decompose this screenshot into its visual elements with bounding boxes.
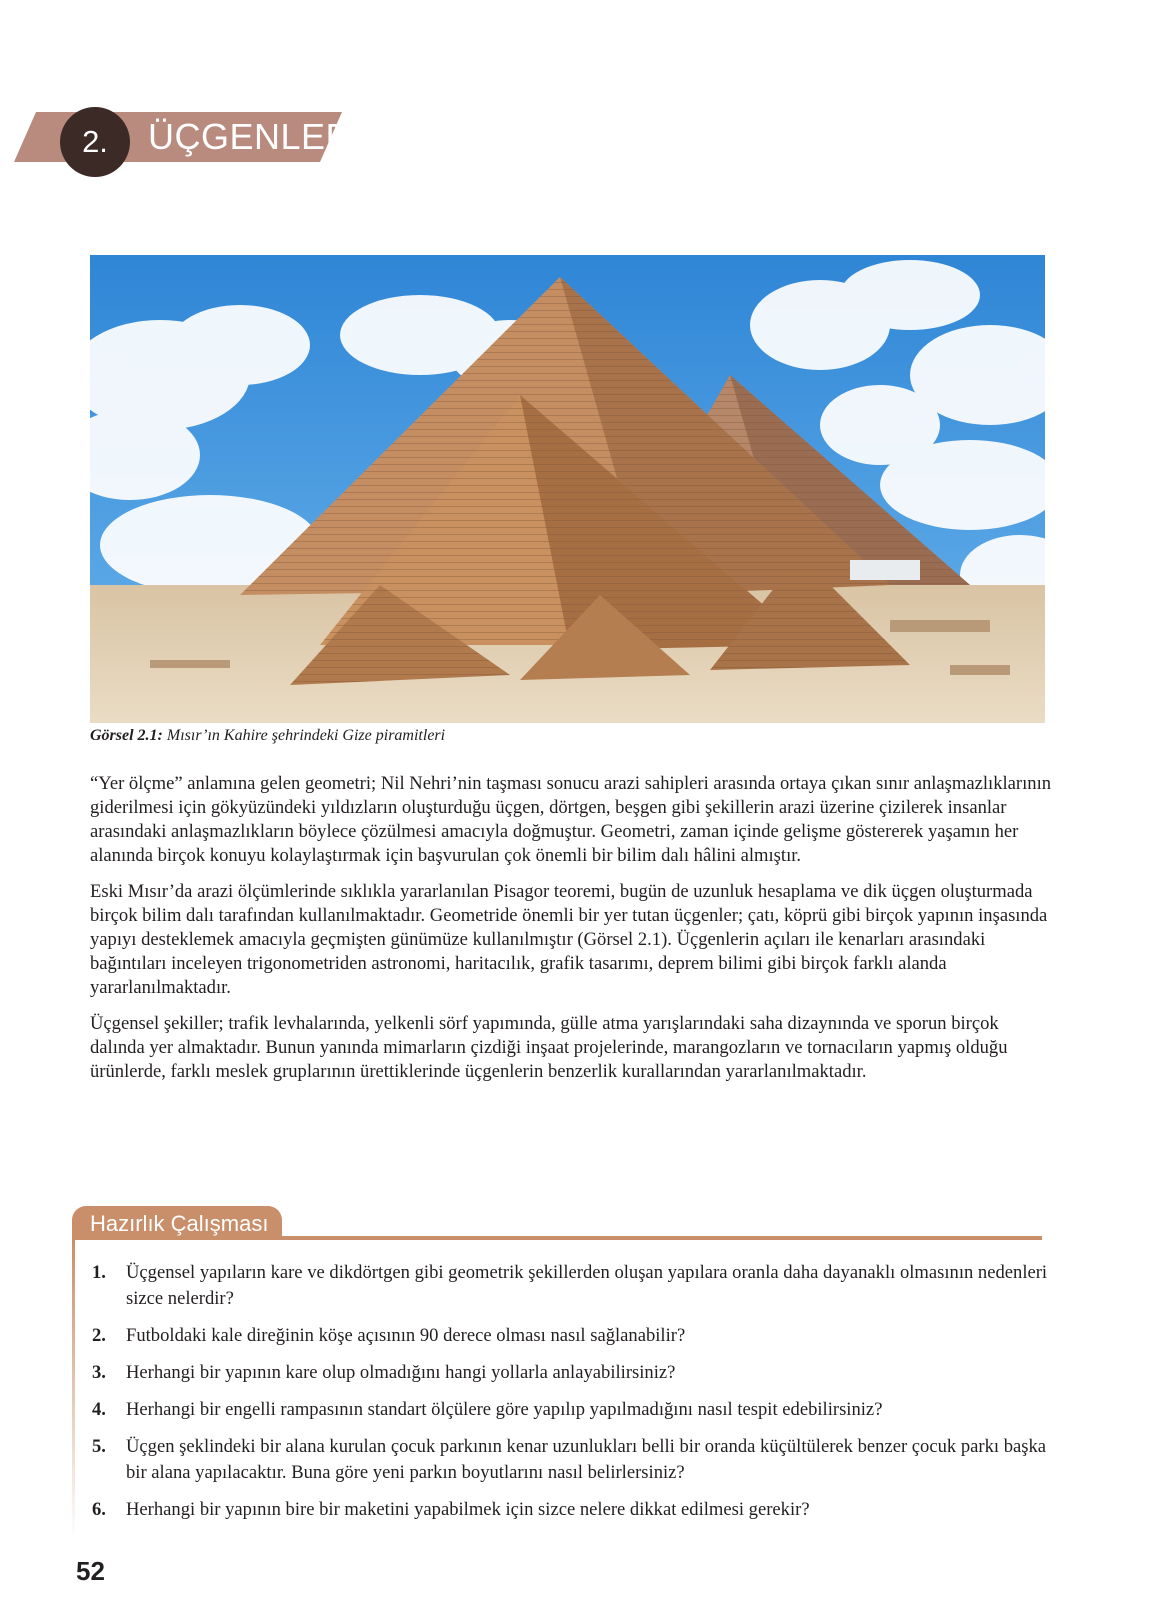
pyramids-photo	[90, 255, 1045, 723]
body-text	[90, 772, 1052, 1096]
question-text: Herhangi bir yapının bire bir maketini yapabilmek için sizce nelere dikkat edilmesi gerekir?	[126, 1499, 810, 1520]
question-text: Futboldaki kale direğinin köşe açısının 90 derece olması nasıl sağlanabilir?	[126, 1325, 686, 1346]
question-text: Üçgen şeklindeki bir alana kurulan çocuk parkının kenar uzunlukları belli bir oranda küçültülerek benzer çocuk parkı başka bir alana yapılacaktır. Buna göre yeni parkın boyutlarını nasıl belirlersiniz?	[126, 1436, 1047, 1483]
figure-caption-text: Mısır’ın Kahire şehrindeki Gize piramitleri	[166, 727, 446, 744]
list-item	[92, 1497, 1052, 1523]
question-number: 1.	[92, 1262, 106, 1283]
paragraph: Üçgensel şekiller; trafik levhalarında, yelkenli sörf yapımında, gülle atma yarışlarındaki saha dizaynında ve sporun birçok dalında yer almaktadır. Bunun yanında mimarların çizdiği inşaat projelerinde, marangozların ve tornacıların yapmış olduğu ürünlerde, farklı meslek gruplarının ürettiklerinde üçgenlerin benzerlik kurallarından yararlanılmaktadır.	[90, 1013, 1008, 1082]
list-item	[92, 1434, 1052, 1486]
chapter-number: 2.	[60, 107, 130, 177]
question-number: 6.	[92, 1499, 106, 1520]
page-number: 52	[76, 1556, 105, 1586]
question-list	[92, 1260, 1052, 1534]
question-number: 5.	[92, 1436, 106, 1457]
list-item	[92, 1260, 1052, 1312]
question-text: Üçgensel yapıların kare ve dikdörtgen gibi geometrik şekillerden oluşan yapılara oranla daha dayanaklı olmasının nedenleri sizce nelerdir?	[126, 1262, 1048, 1309]
paragraph: Eski Mısır’da arazi ölçümlerinde sıklıkla yararlanılan Pisagor teoremi, bugün de uzunluk hesaplama ve dik üçgen oluşturmada birçok bilim dalı tarafından kullanılmaktadır. Geometride önemli bir yer tutan üçgenler; çatı, köprü gibi birçok yapının inşasında yapıyı desteklemek amacıyla geçmişten günümüze kullanılmıştır (Görsel 2.1). Üçgenlerin açıları ile kenarları arasındaki bağıntıları inceleyen trigonometriden astronomi, haritacılık, grafik tasarımı, deprem bilimi gibi birçok farklı alanda yararlanılmaktadır.	[90, 881, 1048, 998]
prep-title: Hazırlık Çalışması	[72, 1206, 282, 1240]
question-text: Herhangi bir yapının kare olup olmadığını hangi yollarla anlayabilirsiniz?	[126, 1362, 676, 1383]
chapter-title: ÜÇGENLER	[148, 116, 353, 157]
question-text: Herhangi bir engelli rampasının standart ölçülere göre yapılıp yapılmadığını nasıl tespit edebilirsiniz?	[126, 1399, 883, 1420]
figure-label: Görsel 2.1:	[90, 727, 163, 744]
figure-caption	[90, 727, 445, 745]
question-number: 4.	[92, 1399, 106, 1420]
prep-side-line	[72, 1240, 75, 1540]
list-item	[92, 1360, 1052, 1386]
question-number: 3.	[92, 1362, 106, 1383]
list-item	[92, 1323, 1052, 1349]
list-item	[92, 1397, 1052, 1423]
question-number: 2.	[92, 1325, 106, 1346]
paragraph: “Yer ölçme” anlamına gelen geometri; Nil Nehri’nin taşması sonucu arazi sahipleri arasında ortaya çıkan sınır anlaşmazlıklarının giderilmesi için gökyüzündeki yıldızların oluşturduğu üçgen, dörtgen, beşgen gibi şekillerin arazi üzerine çizilerek insanlar arasındaki anlaşmazlıkların böylece çözülmesi amacıyla doğmuştur. Geometri, zaman içinde gelişme göstererek yaşamın her alanında birçok konuyu kolaylaştırmak için başvurulan çok önemli bir bilim dalı hâlini almıştır.	[90, 773, 1052, 866]
